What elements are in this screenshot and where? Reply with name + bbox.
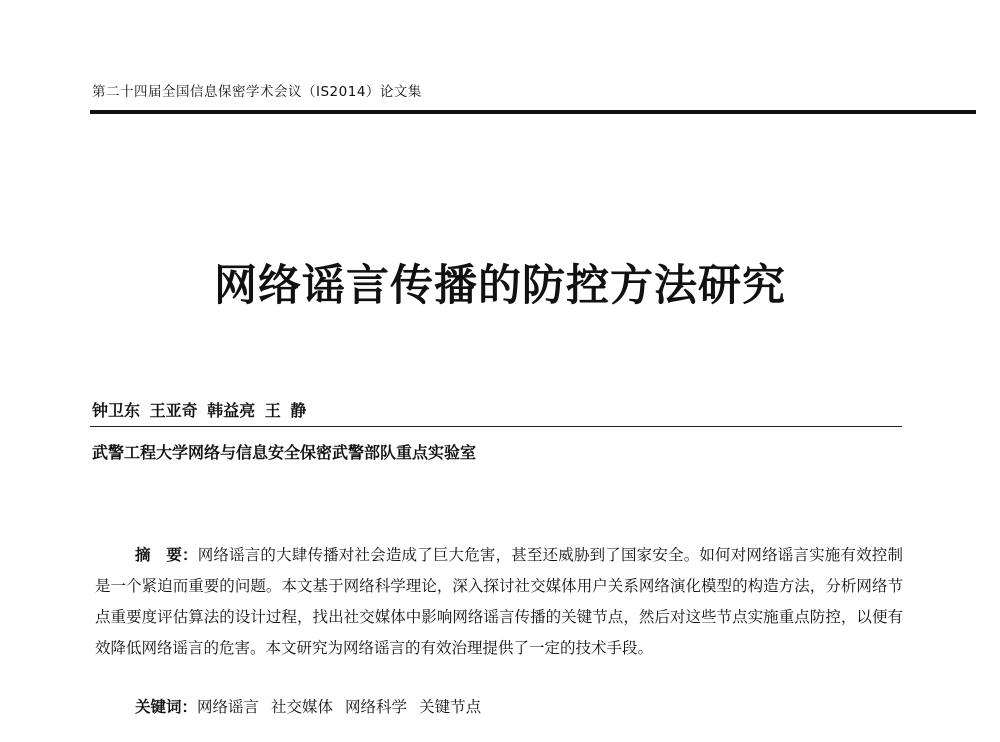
running-header: 第二十四届全国信息保密学术会议（IS2014）论文集	[92, 84, 422, 100]
abstract-text: 网络谣言的大肆传播对社会造成了巨大危害，甚至还威胁到了国家安全。如何对网络谣言实施有效控制是一个紧迫而重要的问题。本文基于网络科学理论，深入探讨社交媒体用户关系网络演化模型的构造方法，分析网络节点重要度评估算法的设计过程，找出社交媒体中影响网络谣言传播的关键节点，然后对这些节点实施重点防控，以便有效降低网络谣言的危害。本文研究为网络谣言的有效治理提供了一定的技术手段。	[95, 546, 903, 657]
abstract	[95, 540, 903, 664]
keyword: 网络谣言	[197, 698, 260, 716]
affiliation: 武警工程大学网络与信息安全保密武警部队重点实验室	[92, 443, 477, 462]
keyword: 网络科学	[345, 698, 408, 716]
keywords-label: 关键词：	[135, 698, 198, 716]
keywords	[135, 695, 493, 717]
keyword: 社交媒体	[271, 698, 334, 716]
header-rule	[90, 110, 976, 114]
affiliation-rule	[90, 426, 902, 427]
abstract-label: 摘 要：	[135, 546, 198, 564]
keyword: 关键节点	[419, 698, 482, 716]
paper-title: 网络谣言传播的防控方法研究	[214, 261, 786, 311]
authors: 钟卫东 王亚奇 韩益亮 王 静	[92, 401, 307, 420]
